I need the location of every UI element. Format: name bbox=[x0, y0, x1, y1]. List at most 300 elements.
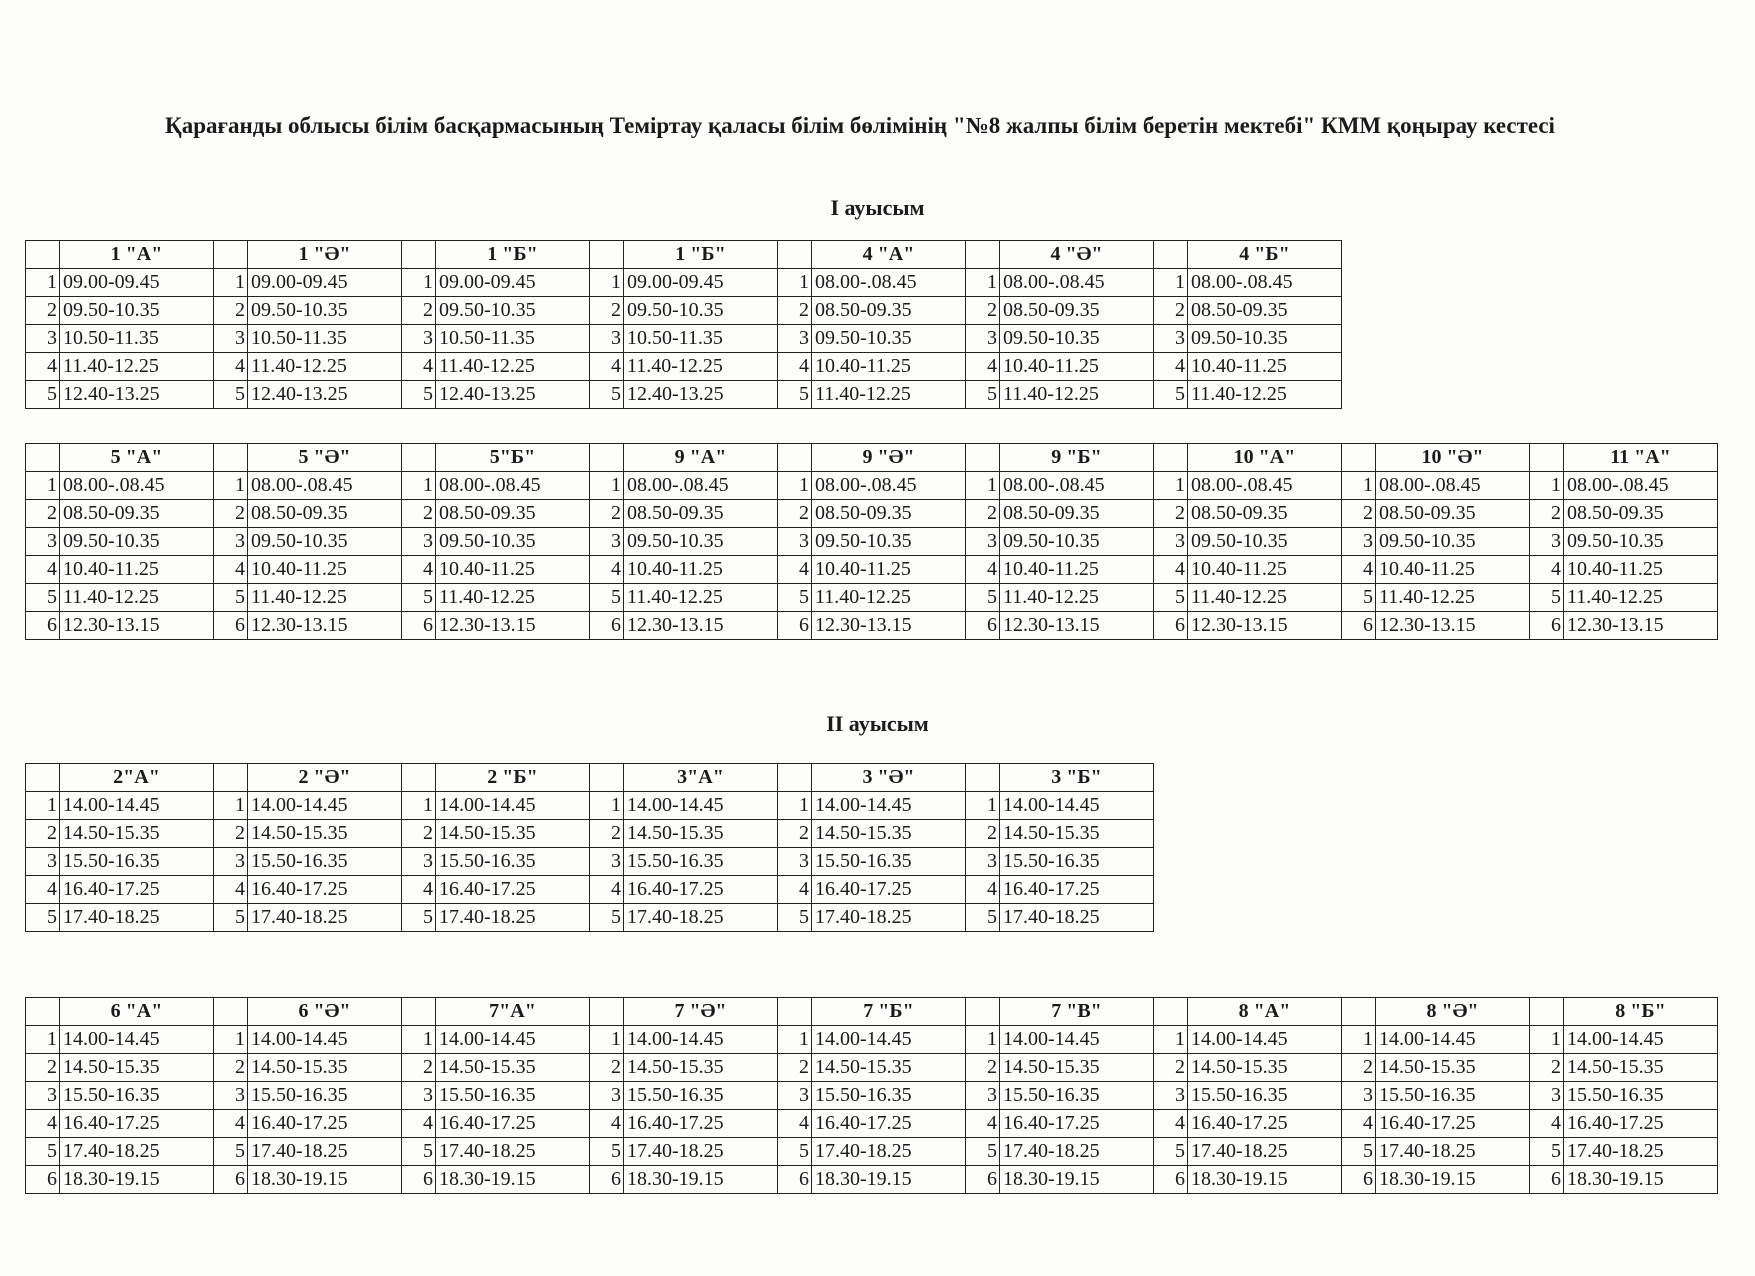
lesson-time: 09.50-10.35 bbox=[624, 528, 778, 556]
lesson-number: 3 bbox=[26, 528, 60, 556]
lesson-number: 3 bbox=[966, 848, 1000, 876]
lesson-time: 14.50-15.35 bbox=[248, 820, 402, 848]
lesson-time: 16.40-17.25 bbox=[624, 876, 778, 904]
lesson-time: 14.00-14.45 bbox=[624, 792, 778, 820]
lesson-number: 3 bbox=[778, 325, 812, 353]
lesson-time: 18.30-19.15 bbox=[1376, 1166, 1530, 1194]
header-blank-cell bbox=[402, 241, 436, 269]
lesson-number: 1 bbox=[590, 269, 624, 297]
lesson-number: 4 bbox=[402, 1110, 436, 1138]
lesson-number: 1 bbox=[966, 1026, 1000, 1054]
lesson-time: 10.40-11.25 bbox=[1376, 556, 1530, 584]
lesson-time: 17.40-18.25 bbox=[1000, 904, 1154, 932]
lesson-number: 6 bbox=[26, 612, 60, 640]
header-blank-cell bbox=[214, 998, 248, 1026]
class-header: 1 "Б" bbox=[436, 241, 590, 269]
lesson-number: 4 bbox=[214, 1110, 248, 1138]
lesson-number: 2 bbox=[214, 1054, 248, 1082]
lesson-time: 10.40-11.25 bbox=[812, 556, 966, 584]
lesson-number: 3 bbox=[590, 325, 624, 353]
lesson-number: 3 bbox=[214, 528, 248, 556]
lesson-number: 3 bbox=[1530, 528, 1564, 556]
lesson-number: 5 bbox=[778, 381, 812, 409]
lesson-number: 4 bbox=[214, 556, 248, 584]
lesson-number: 5 bbox=[402, 584, 436, 612]
lesson-number: 3 bbox=[1530, 1082, 1564, 1110]
lesson-time: 14.00-14.45 bbox=[1376, 1026, 1530, 1054]
lesson-time: 08.00-.08.45 bbox=[1000, 269, 1154, 297]
lesson-time: 10.40-11.25 bbox=[60, 556, 214, 584]
table-row bbox=[26, 1054, 1718, 1082]
table-header-row bbox=[26, 241, 1342, 269]
lesson-time: 12.30-13.15 bbox=[1564, 612, 1718, 640]
shift-1-schedule-table-1 bbox=[25, 240, 1342, 409]
lesson-number: 6 bbox=[778, 612, 812, 640]
lesson-time: 10.50-11.35 bbox=[436, 325, 590, 353]
lesson-number: 1 bbox=[1154, 269, 1188, 297]
table-row bbox=[26, 269, 1342, 297]
lesson-number: 6 bbox=[402, 1166, 436, 1194]
lesson-number: 5 bbox=[402, 381, 436, 409]
lesson-time: 11.40-12.25 bbox=[60, 584, 214, 612]
class-header: 4 "Б" bbox=[1188, 241, 1342, 269]
lesson-time: 08.50-09.35 bbox=[812, 500, 966, 528]
lesson-time: 18.30-19.15 bbox=[436, 1166, 590, 1194]
lesson-number: 2 bbox=[214, 297, 248, 325]
lesson-number: 2 bbox=[26, 820, 60, 848]
lesson-time: 08.50-09.35 bbox=[1000, 297, 1154, 325]
lesson-time: 12.30-13.15 bbox=[812, 612, 966, 640]
lesson-time: 10.40-11.25 bbox=[436, 556, 590, 584]
lesson-number: 5 bbox=[966, 584, 1000, 612]
lesson-number: 5 bbox=[778, 584, 812, 612]
lesson-time: 17.40-18.25 bbox=[812, 904, 966, 932]
lesson-time: 16.40-17.25 bbox=[624, 1110, 778, 1138]
lesson-time: 14.00-14.45 bbox=[248, 1026, 402, 1054]
class-header: 8 "Ә" bbox=[1376, 998, 1530, 1026]
lesson-number: 6 bbox=[26, 1166, 60, 1194]
lesson-number: 1 bbox=[778, 1026, 812, 1054]
lesson-time: 17.40-18.25 bbox=[624, 904, 778, 932]
lesson-time: 08.50-09.35 bbox=[1000, 500, 1154, 528]
lesson-time: 11.40-12.25 bbox=[1188, 584, 1342, 612]
lesson-time: 15.50-16.35 bbox=[812, 848, 966, 876]
lesson-time: 14.00-14.45 bbox=[436, 1026, 590, 1054]
lesson-number: 4 bbox=[590, 556, 624, 584]
lesson-time: 08.50-09.35 bbox=[1188, 500, 1342, 528]
lesson-number: 2 bbox=[214, 820, 248, 848]
lesson-number: 3 bbox=[26, 1082, 60, 1110]
lesson-number: 3 bbox=[778, 1082, 812, 1110]
lesson-time: 08.00-.08.45 bbox=[436, 472, 590, 500]
lesson-number: 3 bbox=[1154, 528, 1188, 556]
lesson-time: 16.40-17.25 bbox=[1564, 1110, 1718, 1138]
class-header: 10 "Ә" bbox=[1376, 444, 1530, 472]
lesson-number: 2 bbox=[590, 820, 624, 848]
lesson-number: 6 bbox=[402, 612, 436, 640]
lesson-time: 09.00-09.45 bbox=[436, 269, 590, 297]
lesson-time: 17.40-18.25 bbox=[1564, 1138, 1718, 1166]
lesson-time: 11.40-12.25 bbox=[1000, 584, 1154, 612]
lesson-number: 4 bbox=[1342, 1110, 1376, 1138]
lesson-time: 14.50-15.35 bbox=[60, 820, 214, 848]
lesson-time: 15.50-16.35 bbox=[1376, 1082, 1530, 1110]
lesson-number: 3 bbox=[778, 528, 812, 556]
class-header: 4 "А" bbox=[812, 241, 966, 269]
table-row bbox=[26, 792, 1154, 820]
lesson-time: 11.40-12.25 bbox=[1376, 584, 1530, 612]
lesson-time: 14.00-14.45 bbox=[248, 792, 402, 820]
header-blank-cell bbox=[590, 764, 624, 792]
table-row bbox=[26, 500, 1718, 528]
lesson-time: 11.40-12.25 bbox=[1564, 584, 1718, 612]
lesson-number: 3 bbox=[1342, 1082, 1376, 1110]
header-blank-cell bbox=[778, 764, 812, 792]
class-header: 9 "А" bbox=[624, 444, 778, 472]
lesson-time: 12.30-13.15 bbox=[1188, 612, 1342, 640]
lesson-time: 09.50-10.35 bbox=[1000, 325, 1154, 353]
lesson-number: 3 bbox=[214, 1082, 248, 1110]
lesson-number: 5 bbox=[26, 381, 60, 409]
header-blank-cell bbox=[26, 241, 60, 269]
lesson-number: 1 bbox=[26, 792, 60, 820]
lesson-time: 17.40-18.25 bbox=[436, 1138, 590, 1166]
lesson-number: 2 bbox=[1154, 297, 1188, 325]
header-blank-cell bbox=[590, 998, 624, 1026]
lesson-number: 3 bbox=[590, 848, 624, 876]
lesson-time: 09.50-10.35 bbox=[1376, 528, 1530, 556]
lesson-time: 18.30-19.15 bbox=[1188, 1166, 1342, 1194]
header-blank-cell bbox=[1154, 998, 1188, 1026]
lesson-time: 16.40-17.25 bbox=[60, 876, 214, 904]
lesson-number: 5 bbox=[402, 1138, 436, 1166]
table-header-row bbox=[26, 764, 1154, 792]
class-header: 3 "Ә" bbox=[812, 764, 966, 792]
lesson-number: 5 bbox=[778, 1138, 812, 1166]
lesson-time: 08.00-.08.45 bbox=[1564, 472, 1718, 500]
lesson-time: 14.00-14.45 bbox=[624, 1026, 778, 1054]
lesson-number: 2 bbox=[1342, 1054, 1376, 1082]
lesson-number: 4 bbox=[966, 556, 1000, 584]
lesson-number: 3 bbox=[590, 1082, 624, 1110]
lesson-time: 08.00-.08.45 bbox=[812, 472, 966, 500]
lesson-time: 09.50-10.35 bbox=[248, 528, 402, 556]
lesson-time: 14.50-15.35 bbox=[624, 820, 778, 848]
lesson-time: 14.50-15.35 bbox=[248, 1054, 402, 1082]
lesson-number: 2 bbox=[966, 500, 1000, 528]
header-blank-cell bbox=[590, 444, 624, 472]
lesson-number: 2 bbox=[966, 1054, 1000, 1082]
lesson-number: 4 bbox=[1154, 1110, 1188, 1138]
lesson-time: 15.50-16.35 bbox=[1564, 1082, 1718, 1110]
lesson-time: 15.50-16.35 bbox=[1000, 1082, 1154, 1110]
lesson-time: 15.50-16.35 bbox=[1000, 848, 1154, 876]
lesson-number: 4 bbox=[1342, 556, 1376, 584]
header-blank-cell bbox=[1342, 444, 1376, 472]
lesson-number: 2 bbox=[1154, 500, 1188, 528]
lesson-number: 3 bbox=[966, 1082, 1000, 1110]
lesson-number: 4 bbox=[966, 353, 1000, 381]
lesson-time: 14.00-14.45 bbox=[1000, 792, 1154, 820]
class-header: 5 "А" bbox=[60, 444, 214, 472]
lesson-number: 1 bbox=[966, 269, 1000, 297]
class-header: 10 "А" bbox=[1188, 444, 1342, 472]
shift-2-schedule-table-1 bbox=[25, 763, 1154, 932]
lesson-number: 3 bbox=[1342, 528, 1376, 556]
lesson-time: 16.40-17.25 bbox=[1000, 1110, 1154, 1138]
lesson-number: 5 bbox=[966, 381, 1000, 409]
lesson-time: 17.40-18.25 bbox=[436, 904, 590, 932]
class-header: 7 "В" bbox=[1000, 998, 1154, 1026]
table-row bbox=[26, 848, 1154, 876]
lesson-number: 2 bbox=[1530, 1054, 1564, 1082]
lesson-number: 3 bbox=[214, 325, 248, 353]
lesson-number: 6 bbox=[590, 612, 624, 640]
lesson-number: 4 bbox=[214, 876, 248, 904]
lesson-time: 14.50-15.35 bbox=[1376, 1054, 1530, 1082]
lesson-time: 17.40-18.25 bbox=[1000, 1138, 1154, 1166]
header-blank-cell bbox=[1530, 998, 1564, 1026]
lesson-number: 4 bbox=[402, 876, 436, 904]
header-blank-cell bbox=[966, 764, 1000, 792]
lesson-number: 2 bbox=[402, 1054, 436, 1082]
lesson-time: 14.50-15.35 bbox=[436, 1054, 590, 1082]
lesson-time: 17.40-18.25 bbox=[624, 1138, 778, 1166]
class-header: 6 "Ә" bbox=[248, 998, 402, 1026]
lesson-number: 5 bbox=[590, 584, 624, 612]
table-row bbox=[26, 904, 1154, 932]
lesson-number: 3 bbox=[590, 528, 624, 556]
lesson-time: 09.50-10.35 bbox=[624, 297, 778, 325]
header-blank-cell bbox=[966, 444, 1000, 472]
lesson-time: 14.00-14.45 bbox=[436, 792, 590, 820]
lesson-time: 15.50-16.35 bbox=[812, 1082, 966, 1110]
table-row bbox=[26, 584, 1718, 612]
header-blank-cell bbox=[402, 444, 436, 472]
lesson-number: 5 bbox=[1154, 1138, 1188, 1166]
lesson-time: 09.50-10.35 bbox=[60, 528, 214, 556]
lesson-number: 1 bbox=[402, 269, 436, 297]
header-blank-cell bbox=[966, 241, 1000, 269]
lesson-time: 09.50-10.35 bbox=[1188, 528, 1342, 556]
lesson-number: 1 bbox=[1154, 1026, 1188, 1054]
lesson-time: 11.40-12.25 bbox=[436, 353, 590, 381]
lesson-number: 2 bbox=[26, 1054, 60, 1082]
lesson-time: 11.40-12.25 bbox=[436, 584, 590, 612]
table-row bbox=[26, 1166, 1718, 1194]
lesson-number: 1 bbox=[26, 269, 60, 297]
lesson-number: 1 bbox=[590, 1026, 624, 1054]
lesson-time: 09.50-10.35 bbox=[436, 297, 590, 325]
lesson-time: 09.50-10.35 bbox=[1564, 528, 1718, 556]
lesson-number: 1 bbox=[966, 792, 1000, 820]
lesson-time: 14.50-15.35 bbox=[436, 820, 590, 848]
lesson-number: 6 bbox=[1342, 1166, 1376, 1194]
lesson-time: 11.40-12.25 bbox=[60, 353, 214, 381]
lesson-number: 2 bbox=[778, 297, 812, 325]
lesson-number: 5 bbox=[1154, 381, 1188, 409]
lesson-time: 16.40-17.25 bbox=[436, 876, 590, 904]
lesson-time: 12.30-13.15 bbox=[248, 612, 402, 640]
lesson-number: 3 bbox=[402, 1082, 436, 1110]
lesson-time: 10.40-11.25 bbox=[1188, 353, 1342, 381]
document-title: Қарағанды облысы білім басқармасының Теміртау қаласы білім бөлімінің "№8 жалпы білім беретін мектебі" КММ қоңырау кестесі bbox=[165, 113, 1555, 138]
lesson-time: 14.00-14.45 bbox=[812, 792, 966, 820]
lesson-time: 14.00-14.45 bbox=[1564, 1026, 1718, 1054]
table-row bbox=[26, 1082, 1718, 1110]
class-header: 7"А" bbox=[436, 998, 590, 1026]
lesson-time: 14.50-15.35 bbox=[1188, 1054, 1342, 1082]
lesson-time: 14.50-15.35 bbox=[1564, 1054, 1718, 1082]
lesson-number: 4 bbox=[1530, 1110, 1564, 1138]
lesson-time: 08.00-.08.45 bbox=[1188, 472, 1342, 500]
lesson-time: 17.40-18.25 bbox=[812, 1138, 966, 1166]
lesson-time: 12.30-13.15 bbox=[624, 612, 778, 640]
lesson-number: 3 bbox=[214, 848, 248, 876]
lesson-time: 09.50-10.35 bbox=[436, 528, 590, 556]
lesson-number: 3 bbox=[26, 325, 60, 353]
lesson-time: 08.50-09.35 bbox=[60, 500, 214, 528]
lesson-time: 14.50-15.35 bbox=[624, 1054, 778, 1082]
table-row bbox=[26, 1110, 1718, 1138]
lesson-number: 2 bbox=[966, 820, 1000, 848]
lesson-number: 1 bbox=[966, 472, 1000, 500]
lesson-time: 14.50-15.35 bbox=[60, 1054, 214, 1082]
lesson-time: 10.40-11.25 bbox=[1188, 556, 1342, 584]
lesson-number: 4 bbox=[778, 876, 812, 904]
header-blank-cell bbox=[1342, 998, 1376, 1026]
lesson-time: 15.50-16.35 bbox=[60, 1082, 214, 1110]
lesson-time: 15.50-16.35 bbox=[1188, 1082, 1342, 1110]
lesson-time: 16.40-17.25 bbox=[248, 876, 402, 904]
table-header-row bbox=[26, 444, 1718, 472]
lesson-number: 1 bbox=[590, 472, 624, 500]
header-blank-cell bbox=[1154, 241, 1188, 269]
lesson-time: 17.40-18.25 bbox=[248, 904, 402, 932]
table-row bbox=[26, 612, 1718, 640]
lesson-time: 16.40-17.25 bbox=[812, 1110, 966, 1138]
lesson-number: 2 bbox=[590, 1054, 624, 1082]
header-blank-cell bbox=[778, 998, 812, 1026]
lesson-time: 08.50-09.35 bbox=[1188, 297, 1342, 325]
lesson-time: 09.00-09.45 bbox=[624, 269, 778, 297]
lesson-time: 17.40-18.25 bbox=[1188, 1138, 1342, 1166]
class-header: 3 "Б" bbox=[1000, 764, 1154, 792]
lesson-time: 11.40-12.25 bbox=[248, 584, 402, 612]
lesson-time: 10.50-11.35 bbox=[248, 325, 402, 353]
lesson-time: 18.30-19.15 bbox=[60, 1166, 214, 1194]
lesson-time: 12.40-13.25 bbox=[60, 381, 214, 409]
lesson-time: 12.30-13.15 bbox=[60, 612, 214, 640]
lesson-number: 5 bbox=[26, 1138, 60, 1166]
lesson-time: 18.30-19.15 bbox=[1564, 1166, 1718, 1194]
lesson-time: 10.40-11.25 bbox=[1000, 556, 1154, 584]
table-row bbox=[26, 556, 1718, 584]
lesson-number: 4 bbox=[590, 1110, 624, 1138]
lesson-number: 5 bbox=[1530, 584, 1564, 612]
lesson-time: 12.30-13.15 bbox=[1000, 612, 1154, 640]
table-row bbox=[26, 1138, 1718, 1166]
header-blank-cell bbox=[778, 241, 812, 269]
lesson-time: 15.50-16.35 bbox=[60, 848, 214, 876]
lesson-number: 2 bbox=[778, 820, 812, 848]
lesson-number: 6 bbox=[966, 612, 1000, 640]
lesson-number: 5 bbox=[214, 584, 248, 612]
class-header: 7 "Ә" bbox=[624, 998, 778, 1026]
class-header: 2 "Б" bbox=[436, 764, 590, 792]
class-header: 9 "Ә" bbox=[812, 444, 966, 472]
table-row bbox=[26, 1026, 1718, 1054]
lesson-number: 4 bbox=[966, 876, 1000, 904]
table-row bbox=[26, 472, 1718, 500]
lesson-time: 16.40-17.25 bbox=[60, 1110, 214, 1138]
lesson-number: 4 bbox=[26, 556, 60, 584]
lesson-time: 08.50-09.35 bbox=[1564, 500, 1718, 528]
lesson-time: 18.30-19.15 bbox=[624, 1166, 778, 1194]
lesson-time: 14.50-15.35 bbox=[812, 820, 966, 848]
lesson-number: 5 bbox=[1154, 584, 1188, 612]
lesson-time: 12.30-13.15 bbox=[1376, 612, 1530, 640]
lesson-number: 4 bbox=[1154, 353, 1188, 381]
lesson-number: 1 bbox=[778, 472, 812, 500]
lesson-number: 3 bbox=[1154, 1082, 1188, 1110]
lesson-time: 10.40-11.25 bbox=[1000, 353, 1154, 381]
lesson-number: 1 bbox=[1530, 472, 1564, 500]
class-header: 6 "А" bbox=[60, 998, 214, 1026]
header-blank-cell bbox=[214, 444, 248, 472]
lesson-number: 3 bbox=[402, 848, 436, 876]
lesson-number: 4 bbox=[778, 556, 812, 584]
lesson-time: 18.30-19.15 bbox=[812, 1166, 966, 1194]
lesson-number: 6 bbox=[1342, 612, 1376, 640]
header-blank-cell bbox=[26, 764, 60, 792]
lesson-number: 6 bbox=[1154, 612, 1188, 640]
lesson-number: 2 bbox=[778, 1054, 812, 1082]
lesson-number: 2 bbox=[402, 820, 436, 848]
lesson-time: 14.50-15.35 bbox=[1000, 820, 1154, 848]
lesson-number: 2 bbox=[1154, 1054, 1188, 1082]
class-header: 8 "А" bbox=[1188, 998, 1342, 1026]
lesson-time: 08.50-09.35 bbox=[812, 297, 966, 325]
table-row bbox=[26, 381, 1342, 409]
lesson-number: 5 bbox=[590, 381, 624, 409]
lesson-number: 1 bbox=[778, 792, 812, 820]
lesson-number: 1 bbox=[590, 792, 624, 820]
header-blank-cell bbox=[1154, 444, 1188, 472]
lesson-time: 11.40-12.25 bbox=[812, 584, 966, 612]
lesson-number: 4 bbox=[590, 876, 624, 904]
class-header: 8 "Б" bbox=[1564, 998, 1718, 1026]
lesson-number: 5 bbox=[214, 381, 248, 409]
lesson-number: 4 bbox=[214, 353, 248, 381]
lesson-time: 14.50-15.35 bbox=[812, 1054, 966, 1082]
lesson-number: 5 bbox=[1342, 1138, 1376, 1166]
lesson-number: 1 bbox=[26, 1026, 60, 1054]
lesson-time: 11.40-12.25 bbox=[624, 353, 778, 381]
lesson-number: 1 bbox=[1342, 1026, 1376, 1054]
lesson-time: 16.40-17.25 bbox=[436, 1110, 590, 1138]
lesson-time: 18.30-19.15 bbox=[248, 1166, 402, 1194]
lesson-number: 5 bbox=[966, 904, 1000, 932]
lesson-time: 14.00-14.45 bbox=[60, 1026, 214, 1054]
table-row bbox=[26, 820, 1154, 848]
lesson-number: 1 bbox=[778, 269, 812, 297]
lesson-number: 2 bbox=[402, 500, 436, 528]
lesson-number: 4 bbox=[26, 1110, 60, 1138]
header-blank-cell bbox=[966, 998, 1000, 1026]
class-header: 5 "Ә" bbox=[248, 444, 402, 472]
lesson-number: 3 bbox=[966, 528, 1000, 556]
